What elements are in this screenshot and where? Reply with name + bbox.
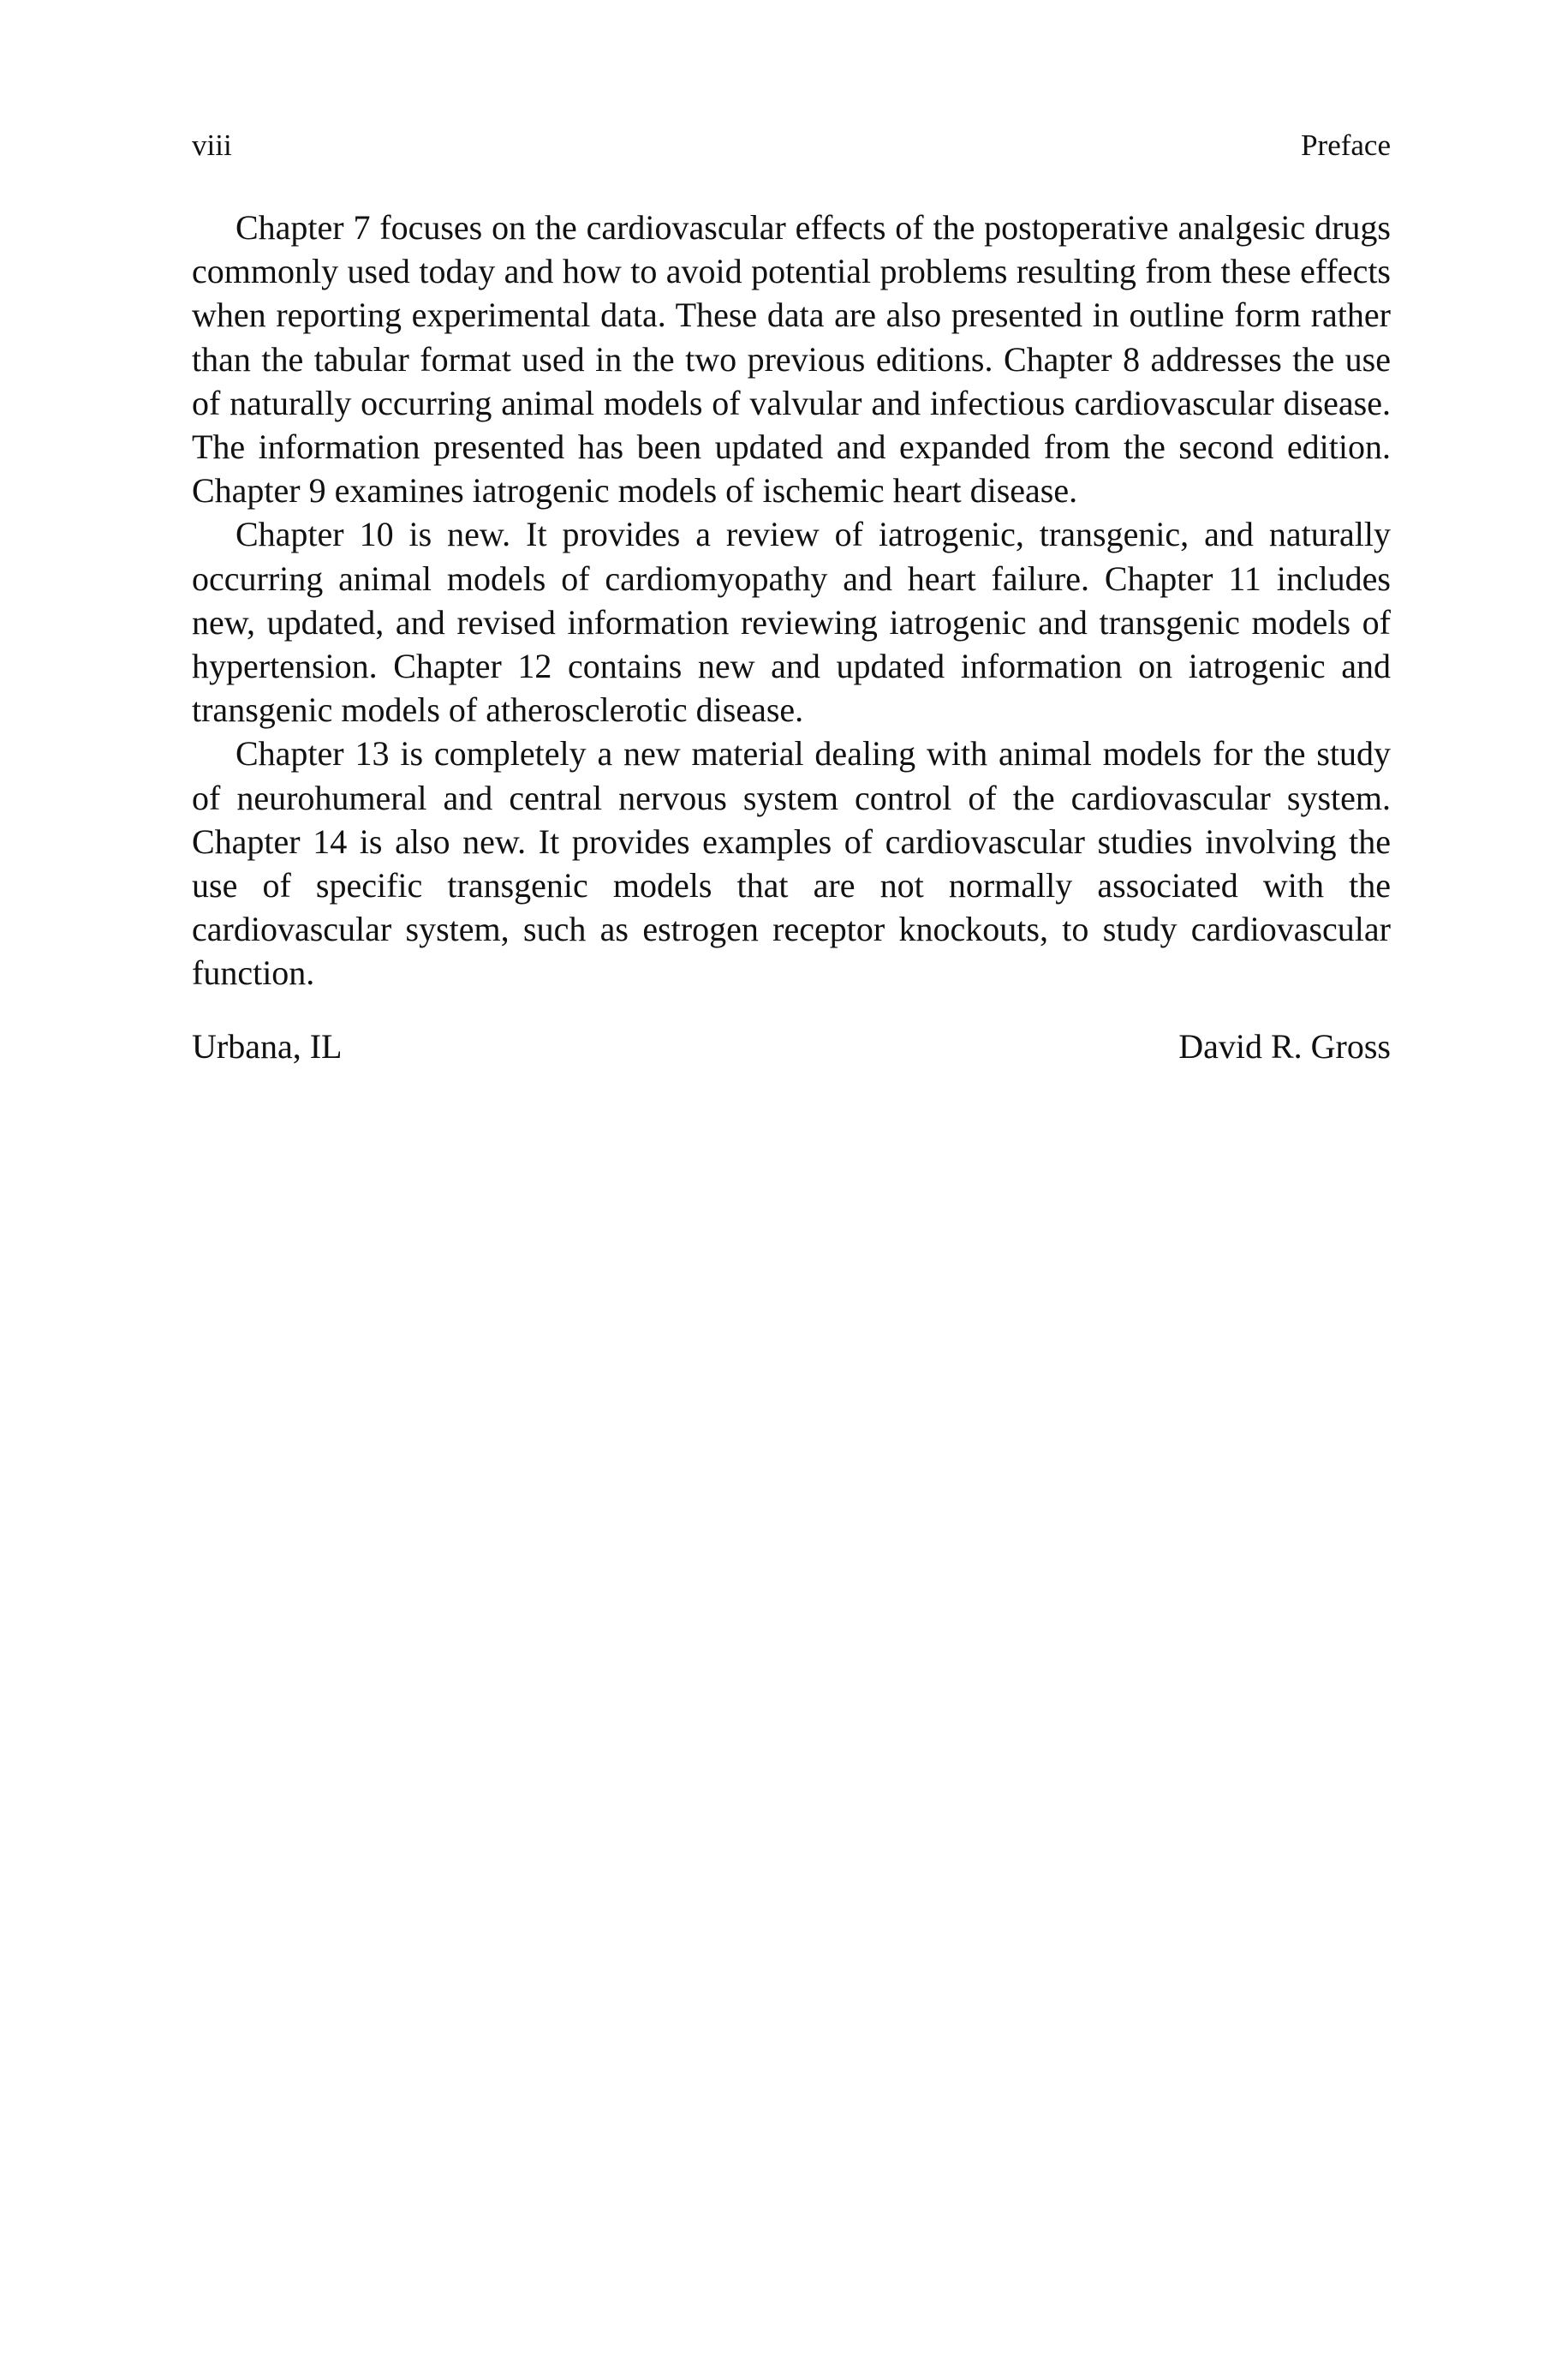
- book-page: [192, 120, 1391, 1071]
- paragraph-chapters-13-14: Chapter 13 is completely a new material dealing with animal models for the study of neurohumeral and central nervous system control of the cardiovascular system. Chapter 14 is also new. It provides examples of cardiovascular studies involving the use of specific transgenic models that are not normally associated with the cardiovascular system, such as estrogen receptor knockouts, to study cardiovascular function.: [192, 734, 1391, 993]
- signature-line: [192, 1023, 1391, 1071]
- page-number: viii: [192, 128, 232, 162]
- signature-place: Urbana, IL: [192, 1026, 343, 1066]
- signature-author: David R. Gross: [1178, 1026, 1391, 1066]
- paragraph-chapters-10-12: Chapter 10 is new. It provides a review of iatrogenic, transgenic, and naturally occurring animal models of cardiomyopathy and heart failure. Chapter 11 includes new, updated, and revised information reviewing iatrogenic and transgenic models of hypertension. Chapter 12 contains new and updated information on iatrogenic and transgenic models of atherosclerotic disease.: [192, 515, 1391, 730]
- running-head: [192, 120, 1391, 171]
- preface-body: [192, 206, 1391, 995]
- paragraph-chapters-7-9: Chapter 7 focuses on the cardiovascular effects of the postoperative analgesic drugs commonly used today and how to avoid potential problems resulting from these effects when reporting experimental data. These data are also presented in outline form rather than the tabular format used in the two previous editions. Chapter 8 addresses the use of naturally occurring animal models of valvular and infectious cardiovascular disease. The information presented has been updated and expanded from the second edition. Chapter 9 examines iatrogenic models of ischemic heart disease.: [192, 208, 1391, 511]
- section-title: Preface: [1301, 128, 1391, 162]
